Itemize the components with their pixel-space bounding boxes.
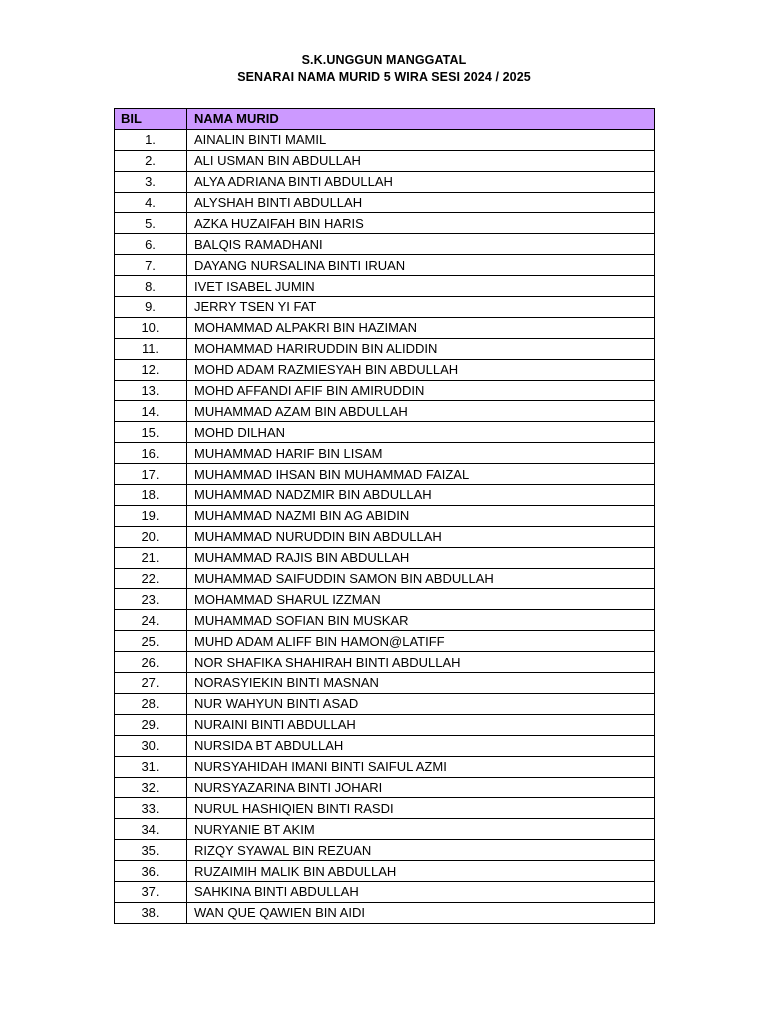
school-name: S.K.UNGGUN MANGGATAL: [301, 53, 467, 67]
student-name: ALYSHAH BINTI ABDULLAH: [187, 192, 655, 213]
table-row: [115, 735, 655, 756]
student-name: MUHD ADAM ALIFF BIN HAMON@LATIFF: [187, 631, 655, 652]
table-row: [115, 380, 655, 401]
student-name: NOR SHAFIKA SHAHIRAH BINTI ABDULLAH: [187, 652, 655, 673]
student-name: NURAINI BINTI ABDULLAH: [187, 714, 655, 735]
table-row: [115, 861, 655, 882]
table-row: [115, 150, 655, 171]
student-name: NORASYIEKIN BINTI MASNAN: [187, 673, 655, 694]
row-number: 20.: [115, 526, 187, 547]
table-row: [115, 422, 655, 443]
student-name: AZKA HUZAIFAH BIN HARIS: [187, 213, 655, 234]
student-name: NURSYAHIDAH IMANI BINTI SAIFUL AZMI: [187, 756, 655, 777]
row-number: 8.: [115, 276, 187, 297]
row-number: 11.: [115, 338, 187, 359]
row-number: 12.: [115, 359, 187, 380]
table-row: [115, 881, 655, 902]
table-row: [115, 443, 655, 464]
student-name: NUR WAHYUN BINTI ASAD: [187, 693, 655, 714]
row-number: 27.: [115, 673, 187, 694]
student-name: MUHAMMAD NAZMI BIN AG ABIDIN: [187, 505, 655, 526]
row-number: 25.: [115, 631, 187, 652]
row-number: 1.: [115, 129, 187, 150]
list-title: SENARAI NAMA MURID 5 WIRA SESI 2024 / 2025: [237, 70, 531, 84]
table-row: [115, 631, 655, 652]
student-name: MOHAMMAD ALPAKRI BIN HAZIMAN: [187, 317, 655, 338]
student-name: RIZQY SYAWAL BIN REZUAN: [187, 840, 655, 861]
table-header-row: [115, 109, 655, 130]
student-name: RUZAIMIH MALIK BIN ABDULLAH: [187, 861, 655, 882]
student-name: NURSIDA BT ABDULLAH: [187, 735, 655, 756]
table-row: [115, 714, 655, 735]
column-header-name: NAMA MURID: [187, 109, 655, 130]
row-number: 5.: [115, 213, 187, 234]
row-number: 4.: [115, 192, 187, 213]
row-number: 22.: [115, 568, 187, 589]
table-row: [115, 547, 655, 568]
student-name: SAHKINA BINTI ABDULLAH: [187, 881, 655, 902]
student-name: BALQIS RAMADHANI: [187, 234, 655, 255]
table-row: [115, 276, 655, 297]
table-row: [115, 485, 655, 506]
table-row: [115, 798, 655, 819]
row-number: 32.: [115, 777, 187, 798]
row-number: 33.: [115, 798, 187, 819]
student-name: WAN QUE QAWIEN BIN AIDI: [187, 902, 655, 923]
student-name: MUHAMMAD SOFIAN BIN MUSKAR: [187, 610, 655, 631]
table-row: [115, 693, 655, 714]
student-name: MOHD DILHAN: [187, 422, 655, 443]
table-row: [115, 464, 655, 485]
student-name: MOHAMMAD HARIRUDDIN BIN ALIDDIN: [187, 338, 655, 359]
table-row: [115, 902, 655, 923]
table-row: [115, 526, 655, 547]
row-number: 9.: [115, 297, 187, 318]
student-name: DAYANG NURSALINA BINTI IRUAN: [187, 255, 655, 276]
row-number: 18.: [115, 485, 187, 506]
student-name: MOHD AFFANDI AFIF BIN AMIRUDDIN: [187, 380, 655, 401]
student-name: NURYANIE BT AKIM: [187, 819, 655, 840]
row-number: 30.: [115, 735, 187, 756]
row-number: 15.: [115, 422, 187, 443]
row-number: 3.: [115, 171, 187, 192]
table-row: [115, 756, 655, 777]
row-number: 16.: [115, 443, 187, 464]
student-name: ALI USMAN BIN ABDULLAH: [187, 150, 655, 171]
student-name: MUHAMMAD NURUDDIN BIN ABDULLAH: [187, 526, 655, 547]
row-number: 14.: [115, 401, 187, 422]
student-name: MUHAMMAD RAJIS BIN ABDULLAH: [187, 547, 655, 568]
table-row: [115, 568, 655, 589]
table-row: [115, 359, 655, 380]
student-name: JERRY TSEN YI FAT: [187, 297, 655, 318]
row-number: 26.: [115, 652, 187, 673]
row-number: 31.: [115, 756, 187, 777]
row-number: 28.: [115, 693, 187, 714]
table-row: [115, 297, 655, 318]
row-number: 13.: [115, 380, 187, 401]
row-number: 24.: [115, 610, 187, 631]
student-name: MUHAMMAD HARIF BIN LISAM: [187, 443, 655, 464]
table-row: [115, 840, 655, 861]
table-row: [115, 505, 655, 526]
student-name: MUHAMMAD IHSAN BIN MUHAMMAD FAIZAL: [187, 464, 655, 485]
student-name: IVET ISABEL JUMIN: [187, 276, 655, 297]
row-number: 10.: [115, 317, 187, 338]
student-name: NURUL HASHIQIEN BINTI RASDI: [187, 798, 655, 819]
table-row: [115, 401, 655, 422]
student-name: AINALIN BINTI MAMIL: [187, 129, 655, 150]
table-row: [115, 819, 655, 840]
table-row: [115, 610, 655, 631]
student-name: ALYA ADRIANA BINTI ABDULLAH: [187, 171, 655, 192]
row-number: 23.: [115, 589, 187, 610]
student-name: NURSYAZARINA BINTI JOHARI: [187, 777, 655, 798]
table-row: [115, 673, 655, 694]
student-name: MUHAMMAD AZAM BIN ABDULLAH: [187, 401, 655, 422]
table-row: [115, 317, 655, 338]
student-name: MOHD ADAM RAZMIESYAH BIN ABDULLAH: [187, 359, 655, 380]
student-name: MUHAMMAD NADZMIR BIN ABDULLAH: [187, 485, 655, 506]
row-number: 35.: [115, 840, 187, 861]
column-header-bil: BIL: [115, 109, 187, 130]
table-row: [115, 129, 655, 150]
student-name: MOHAMMAD SHARUL IZZMAN: [187, 589, 655, 610]
table-row: [115, 338, 655, 359]
row-number: 21.: [115, 547, 187, 568]
title-block: [0, 52, 768, 86]
row-number: 37.: [115, 881, 187, 902]
row-number: 7.: [115, 255, 187, 276]
row-number: 17.: [115, 464, 187, 485]
row-number: 36.: [115, 861, 187, 882]
student-table: [114, 108, 655, 924]
row-number: 6.: [115, 234, 187, 255]
table-body: [115, 129, 655, 923]
table-row: [115, 171, 655, 192]
row-number: 29.: [115, 714, 187, 735]
table-row: [115, 589, 655, 610]
table-row: [115, 234, 655, 255]
table-row: [115, 255, 655, 276]
row-number: 38.: [115, 902, 187, 923]
table-row: [115, 192, 655, 213]
row-number: 34.: [115, 819, 187, 840]
student-name: MUHAMMAD SAIFUDDIN SAMON BIN ABDULLAH: [187, 568, 655, 589]
table-row: [115, 213, 655, 234]
row-number: 19.: [115, 505, 187, 526]
table-row: [115, 652, 655, 673]
table-row: [115, 777, 655, 798]
row-number: 2.: [115, 150, 187, 171]
